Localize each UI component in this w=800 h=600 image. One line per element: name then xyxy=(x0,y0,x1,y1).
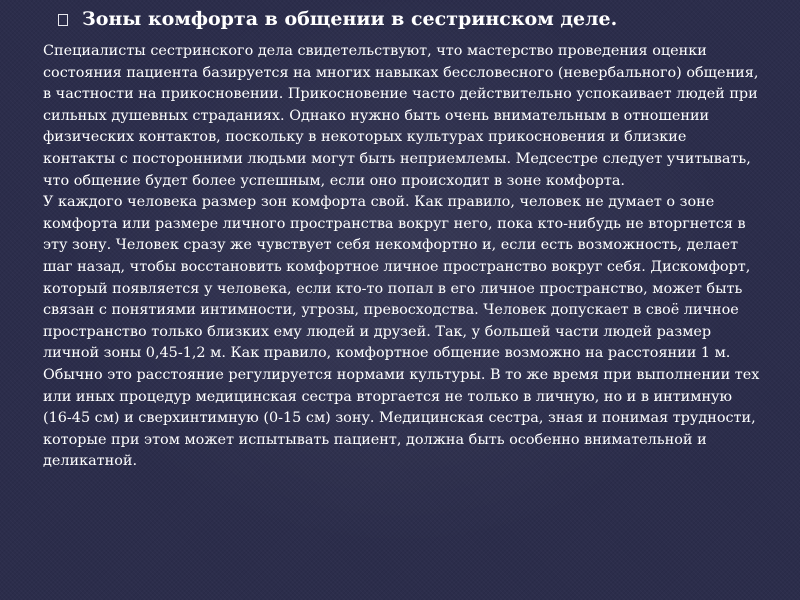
square-bullet-icon xyxy=(58,14,68,26)
slide-body xyxy=(43,41,761,473)
body-paragraph-1: Специалисты сестринского дела свидетельствуют, что мастерство проведения оценки состояния пациента базируется на многих навыках бессловесного (невербального) общения, в частности на прикосновении. Прикосновение часто действительно успокаивает людей при сильных душевных страданиях. Однако нужно быть очень внимательным в отношении физических контактов, поскольку в некоторых культурах прикосновения и близкие контакты с посторонними людьми могут быть неприемлемы. Медсестре следует учитывать, что общение будет более успешным, если оно происходит в зоне комфорта. xyxy=(43,43,759,189)
title-row xyxy=(58,4,778,34)
body-paragraph-2: У каждого человека размер зон комфорта свой. Как правило, человек не думает о зоне комфорта или размере личного пространства вокруг него, пока кто-нибудь не вторгнется в эту зону. Человек сразу же чувствует себя некомфортно и, если есть возможность, делает шаг назад, чтобы восстановить комфортное личное пространство вокруг себя. Дискомфорт, который появляется у человека, если кто-то попал в его личное пространство, может быть связан с понятиями интимности, угрозы, превосходства. Человек допускает в своё личное пространство только близких ему людей и друзей. Так, у большей части людей размер личной зоны 0,45-1,2 м. Как правило, комфортное общение возможно на расстоянии 1 м. Обычно это расстояние регулируется нормами культуры. В то же время при выполнении тех или иных процедур медицинская сестра вторгается не только в личную, но и в интимную (16-45 см) и сверхинтимную (0-15 см) зону. Медицинская сестра, зная и понимая трудности, которые при этом может испытывать пациент, должна быть особенно внимательной и деликатной. xyxy=(43,194,760,470)
slide-title: Зоны комфорта в общении в сестринском деле. xyxy=(82,8,618,30)
